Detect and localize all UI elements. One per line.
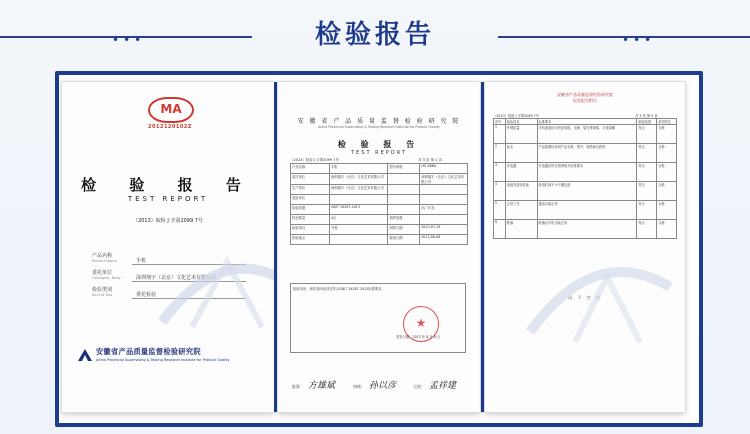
report-info-cell [388,195,420,205]
results-cell: 合格 [657,163,677,182]
report-info-cell: GB/T 18287-2013 [329,205,387,215]
results-cell: 合格 [657,201,677,220]
page-title: 检验报告 [314,20,435,50]
report-info-cell: 深圳翔宇（北京）文化艺术有限公司 [329,174,387,185]
results-cell: 外观质量 [505,125,537,144]
cover-title-en: TEST REPORT [127,195,209,203]
results-header: 安徽省产品质量监督检验研究院 检验报告附页 [557,92,613,103]
results-cell: 合格 [657,220,677,239]
results-cell: 放电时间不小于额定值 [537,182,637,201]
results-cell: 2 [494,144,506,163]
report-conclusion: 检验结论：该样品所检项目符合GB/T 18287-2013标准要求。 签发日期：2013 年 8 月 8 日 [290,283,466,353]
report-info-row [291,174,468,185]
results-cell: 符合 [637,163,657,182]
report-info-cell: 检验项目 [291,225,330,235]
results-cell: 充电器应符合国家相关标准要求 [537,163,637,182]
report-title: 检 验 报 告 [337,140,421,149]
signature-approve: 方雄斌 [308,381,336,391]
report-number: （2013）皖检 J 字第2099 7号 [290,158,339,162]
results-row [494,182,677,201]
dot-leader-icon: ••• [112,33,146,47]
results-cell: 充电器 [505,163,537,182]
report-info-cell: 外观 [329,225,387,235]
report-info-cell [388,174,420,185]
results-cell: 符合 [637,125,657,144]
report-info-cell: 受检单位 [291,195,330,205]
signature-review: 孙以彦 [369,381,397,391]
results-cell: 合格 [657,125,677,144]
results-cell: 产品铭牌应标明产品名称、型号、制造商名称等 [537,144,637,163]
results-cell: 合格 [657,144,677,163]
report-info-row [291,195,468,205]
report-info-cell: 深圳翔宇（北京）文化艺术有限公司 [420,174,468,185]
results-page-number: 共 3 页 第 3 页 [635,114,658,118]
cover-report-number: （2013）皖检 J 字第2099 7号 [133,218,203,224]
report-info-cell: 出厂状态 [420,205,468,215]
report-org-name-en: Anhui Provincial Supervising & Testing Research Institute for Product Quality [318,125,440,129]
cover-field-test-kind: 检验类别 Kind of Test 委托检验 [92,286,246,299]
report-info-cell: 生产单位 [291,185,330,195]
report-info-row [291,164,468,174]
results-column-header: 单项判定 [657,119,677,125]
results-cell: 符合 [637,182,657,201]
report-info-cell: 检验依据 [291,205,330,215]
results-table [493,118,677,239]
report-info-cell [388,205,420,215]
report-info-row [291,205,468,215]
results-cell: 通话功能正常 [537,201,637,220]
results-cell: 跌落 [505,220,537,239]
results-column-header: 标准要求 [537,119,637,125]
signature-inspector-label: 主检： [413,384,425,389]
report-info-cell: HO-X86A [420,164,468,174]
ma-certification-logo: MA [148,97,194,123]
report-info-cell: 手机 [329,164,387,174]
results-column-header: 序号 [494,119,506,125]
results-cell: 手机表面应无明显划痕、毛刺、裂纹等缺陷，字迹清晰 [537,125,637,144]
results-cell: 1 [494,125,506,144]
report-info-cell: 到样日期 [388,225,420,235]
results-column-header: 检验结果 [637,119,657,125]
results-cell: 符合 [637,144,657,163]
institute-name-en: Anhui Provincial Supervising & Testing Research Institute for Product Quality [96,358,230,362]
signature-approve-label: 批准： [292,384,304,389]
page-divider [274,82,277,412]
report-info-cell: 型号规格 [388,164,420,174]
results-cell: 6 [494,220,506,239]
report-org-name: 安 徽 省 产 品 质 量 监 督 检 验 研 究 院 [297,118,461,125]
results-cell: 跌落后手机功能正常 [537,220,637,239]
report-front-page[interactable] [278,82,480,412]
results-report-number: （2013）皖检 J 字第2099 7号 [493,114,540,118]
results-cell: 5 [494,201,506,220]
results-row [494,220,677,239]
signature-inspector: 孟祥建 [429,381,457,391]
report-info-cell: 2013-07-19 [420,225,468,235]
report-info-cell: 2013-08-08 [420,235,468,245]
results-cell: 合格 [657,182,677,201]
report-info-row [291,185,468,195]
report-title-en: TEST REPORT [351,150,407,156]
report-info-cell [420,215,468,225]
report-info-table [290,163,468,245]
azj-watermark-icon [525,232,675,352]
results-row [494,201,677,220]
report-info-cell [388,185,420,195]
report-info-cell: 检验地点 [291,235,330,245]
report-info-cell: 检验日期 [388,235,420,245]
dot-leader-icon: ••• [622,33,656,47]
cover-title: 检 验 报 告 [81,176,255,194]
results-cell: 标志 [505,144,537,163]
cover-field-consigner: 委托单位 Consigner, Body 深圳翔宇（北京）文化艺术有限公司 [92,269,246,282]
results-cell: 符合 [637,201,657,220]
results-cell: 符合 [637,220,657,239]
results-cell: 4 [494,182,506,201]
report-info-cell: 产品名称 [291,164,330,174]
results-row [494,125,677,144]
azj-watermark-icon [152,222,274,342]
signature-review-label: 审核： [353,384,365,389]
report-info-cell [420,185,468,195]
report-info-row [291,235,468,245]
report-info-cell: 深圳翔宇（北京）文化艺术有限公司 [329,185,387,195]
report-info-cell [420,195,468,205]
report-info-row [291,215,468,225]
report-info-row [291,225,468,235]
page-divider [481,82,484,412]
results-row [494,144,677,163]
report-info-cell [329,195,387,205]
report-info-cell: 抽样基数 [388,215,420,225]
report-cover-page[interactable] [62,82,274,412]
cover-field-product: 产品名称 Product Name 手机 [92,252,246,265]
institute-name: 安徽省产品质量监督检验研究院 [96,347,201,356]
report-info-cell: 样品数量 [291,215,330,225]
ma-certification-code: 2012120102Z [148,124,192,130]
results-row [494,163,677,182]
institute-logo-icon [77,348,93,362]
report-info-cell: 4台 [329,215,387,225]
results-cell: 电池充放电性能 [505,182,537,201]
report-info-cell: 委托单位 [291,174,330,185]
report-info-cell [329,235,387,245]
official-seal-icon [403,306,439,342]
results-column-header: 检验项目 [505,119,537,125]
report-results-page[interactable] [485,82,685,412]
results-cell: 3 [494,163,506,182]
results-end-marker: 以 下 空 白 [568,295,602,300]
results-cell: 正常工作 [505,201,537,220]
report-page-number: 共 3 页 第 1 页 [418,158,443,162]
